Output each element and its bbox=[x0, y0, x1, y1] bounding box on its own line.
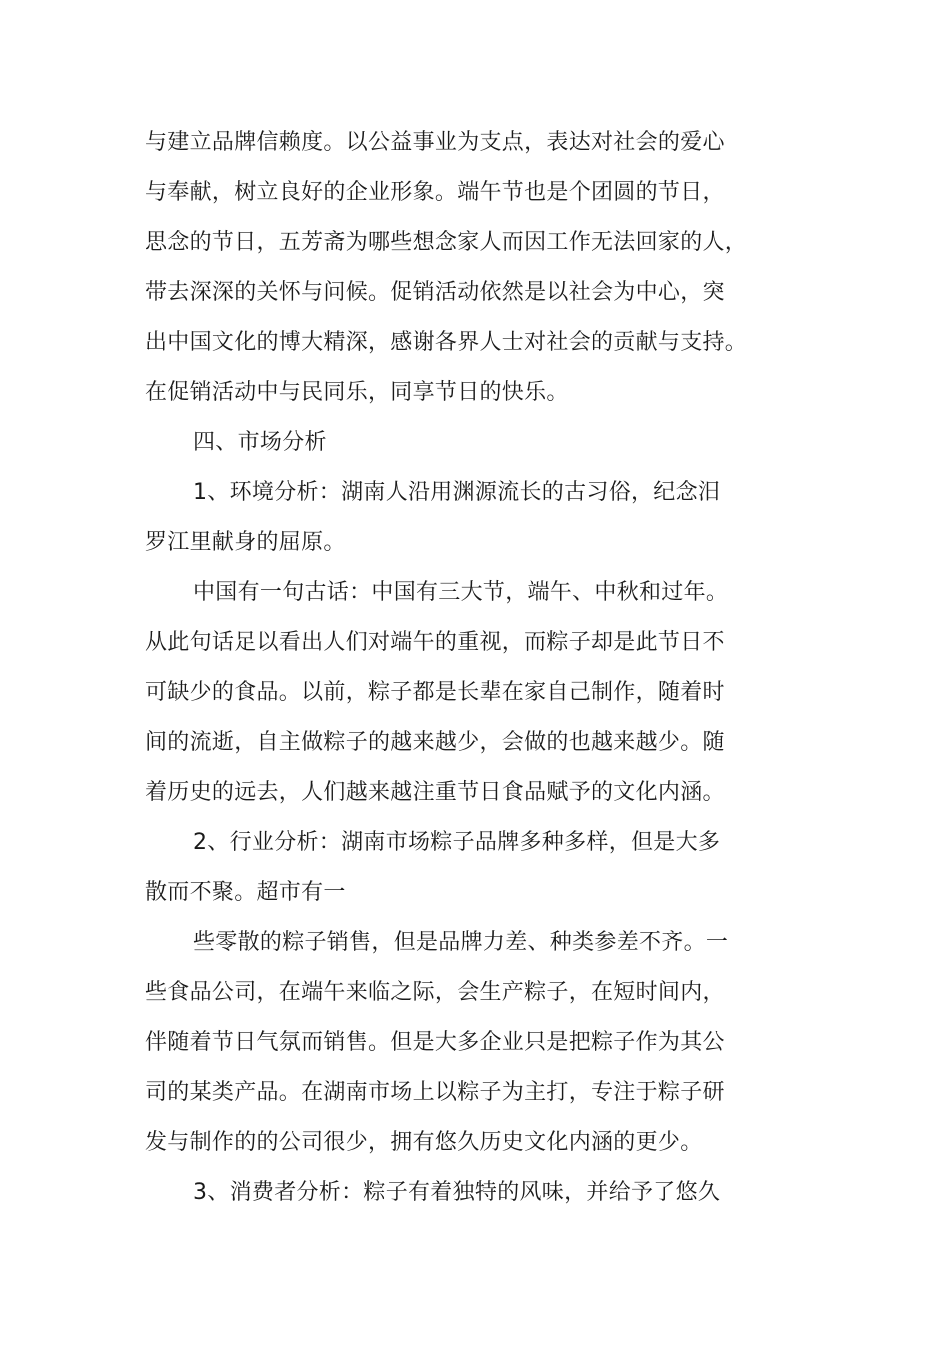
text-line: 些食品公司，在端午来临之际，会生产粽子，在短时间内， bbox=[145, 980, 725, 1005]
text-line: 些零散的粽子销售，但是品牌力差、种类参差不齐。一 bbox=[193, 930, 729, 955]
text-line: 间的流逝，自主做粽子的越来越少，会做的也越来越少。随 bbox=[145, 730, 725, 755]
section-heading: 四、市场分析 bbox=[193, 430, 327, 455]
text-line: 中国有一句古话：中国有三大节，端午、中秋和过年。 bbox=[193, 580, 729, 605]
text-line: 与奉献，树立良好的企业形象。端午节也是个团圆的节日， bbox=[145, 180, 725, 205]
text-line: 从此句话足以看出人们对端午的重视，而粽子却是此节日不 bbox=[145, 630, 725, 655]
text-line: 与建立品牌信赖度。以公益事业为支点，表达对社会的爱心 bbox=[145, 130, 725, 155]
text-line: 司的某类产品。在湖南市场上以粽子为主打，专注于粽子研 bbox=[145, 1080, 725, 1105]
text-line: 发与制作的的公司很少，拥有悠久历史文化内涵的更少。 bbox=[145, 1130, 703, 1155]
text-line: 3、消费者分析：粽子有着独特的风味，并给予了悠久 bbox=[193, 1180, 721, 1205]
text-line: 出中国文化的博大精深，感谢各界人士对社会的贡献与支持。 bbox=[145, 330, 748, 355]
text-line: 在促销活动中与民同乐，同享节日的快乐。 bbox=[145, 380, 569, 405]
text-line: 伴随着节日气氛而销售。但是大多企业只是把粽子作为其公 bbox=[145, 1030, 725, 1055]
text-line: 可缺少的食品。以前，粽子都是长辈在家自己制作，随着时 bbox=[145, 680, 725, 705]
text-line: 1、环境分析：湖南人沿用渊源流长的古习俗，纪念汨 bbox=[193, 480, 721, 505]
text-line: 散而不聚。超市有一 bbox=[145, 880, 346, 905]
text-line: 思念的节日，五芳斋为哪些想念家人而因工作无法回家的人， bbox=[145, 230, 748, 255]
text-line: 2、行业分析：湖南市场粽子品牌多种多样，但是大多 bbox=[193, 830, 721, 855]
text-line: 罗江里献身的屈原。 bbox=[145, 530, 346, 555]
text-line: 着历史的远去，人们越来越注重节日食品赋予的文化内涵。 bbox=[145, 780, 725, 805]
text-line: 带去深深的关怀与问候。促销活动依然是以社会为中心，突 bbox=[145, 280, 725, 305]
